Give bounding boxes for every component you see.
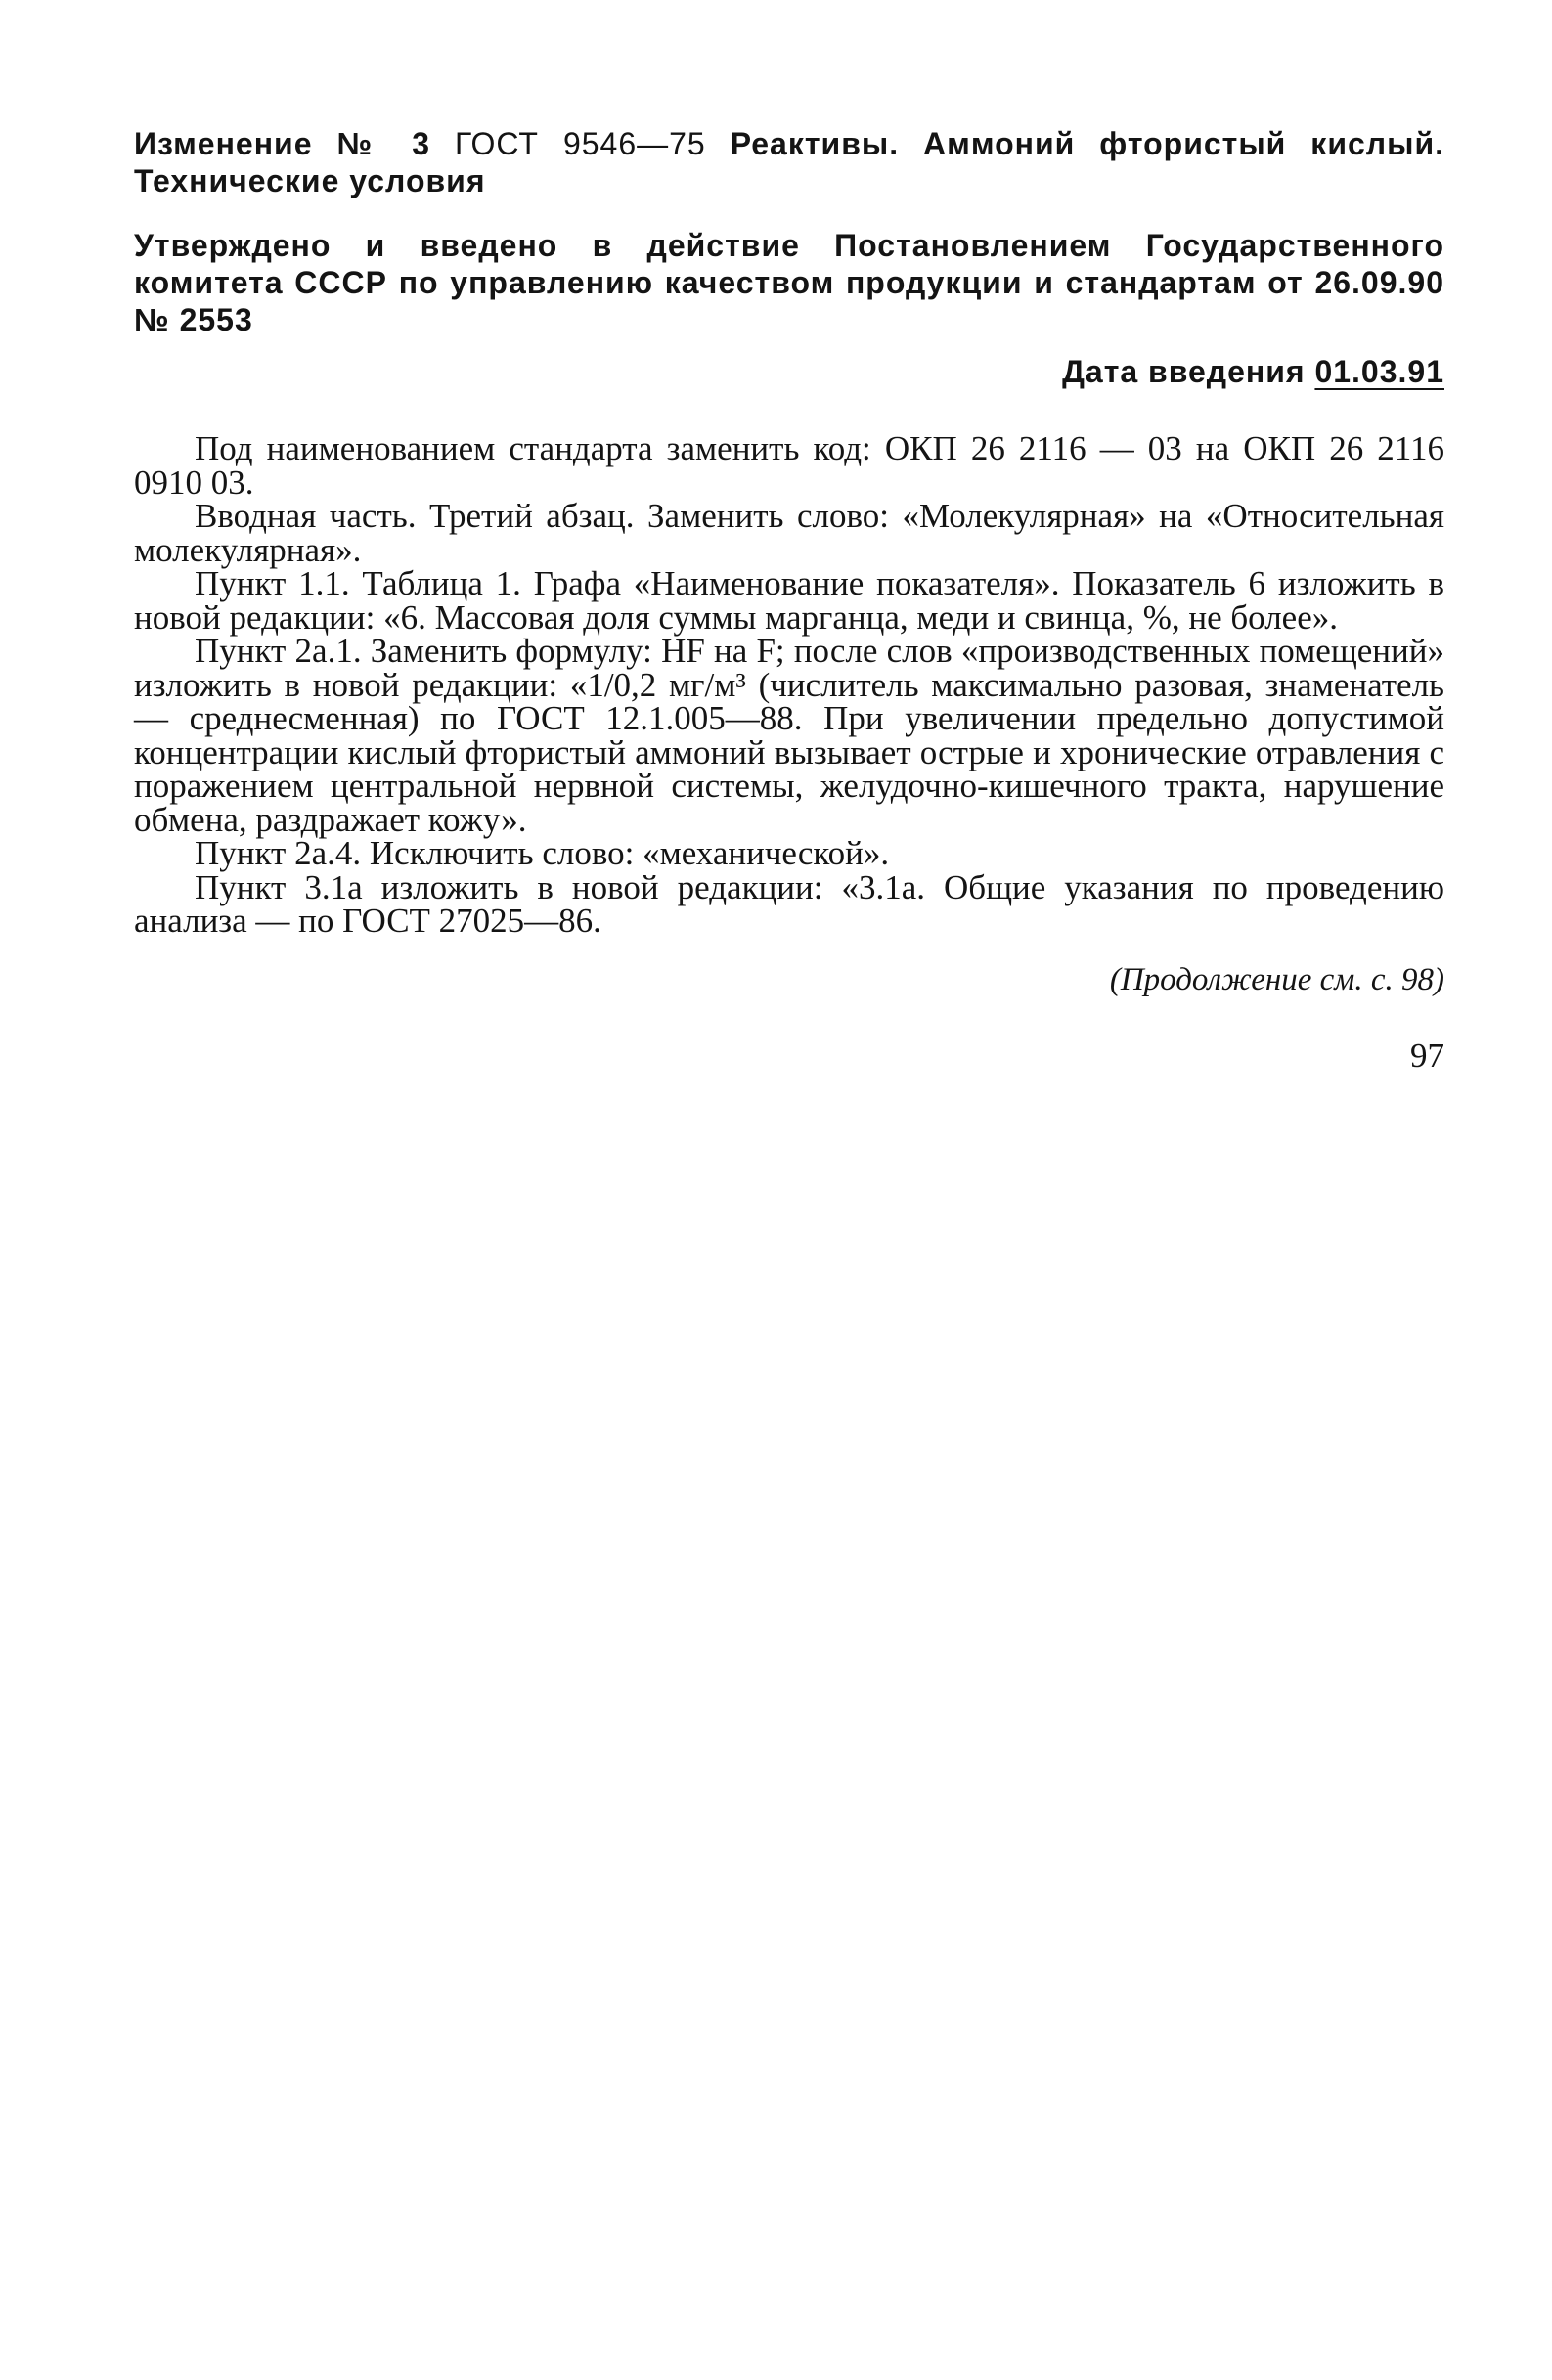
amendment-paragraph: Пункт 3.1а изложить в новой редакции: «3.1а. Общие указания по проведению анализа — по ГОСТ 27025—86.: [134, 867, 1444, 940]
document-page: [134, 125, 1444, 1076]
amendment-paragraph: Пункт 2а.4. Исключить слово: «механической».: [195, 834, 890, 872]
effective-date-label: Дата введения: [1062, 354, 1306, 389]
change-number: Изменение № 3: [134, 126, 430, 161]
amendment-paragraph: Пункт 2а.1. Заменить формулу: HF на F; после слов «производственных помещений» изложить в новой редакции: «1/0,2 мг/м³ (числитель максимально разовая, знаменатель — среднесменная) по ГОСТ 12.1.005—88. При увеличении предельно допустимой концентрации кислый фтористый аммоний вызывает острые и хронические отравления с поражением центральной нервной системы, желудочно-кишечного тракта, нарушение обмена, раздражает кожу».: [134, 632, 1444, 839]
effective-date: [134, 352, 1444, 391]
standard-number: ГОСТ 9546—75: [454, 126, 706, 161]
standard-title: Реактивы. Аммоний фтористый кислый. Технические условия: [134, 126, 1444, 198]
amendment-body: [134, 429, 1444, 940]
page-number: 97: [1410, 1036, 1444, 1075]
effective-date-value: 01.03.91: [1314, 354, 1444, 389]
document-heading: [134, 125, 1444, 338]
amendment-paragraph: Пункт 1.1. Таблица 1. Графа «Наименование показателя». Показатель 6 изложить в новой редакции: «6. Массовая доля суммы марганца, меди и свинца, %, не более».: [134, 564, 1444, 637]
amendment-paragraph: Под наименованием стандарта заменить код: ОКП 26 2116 — 03 на ОКП 26 2116 0910 03.: [134, 429, 1444, 502]
approval-statement: Утверждено и введено в действие Постановлением Государственного комитета СССР по управлению качеством продукции и стандартам от 26.09.90 № 2553: [134, 228, 1444, 337]
continuation-note: (Продолжение см. с. 98): [1109, 961, 1444, 997]
change-title: [134, 125, 1444, 199]
amendment-paragraph: Вводная часть. Третий абзац. Заменить слово: «Молекулярная» на «Относительная молекулярная».: [134, 497, 1444, 569]
